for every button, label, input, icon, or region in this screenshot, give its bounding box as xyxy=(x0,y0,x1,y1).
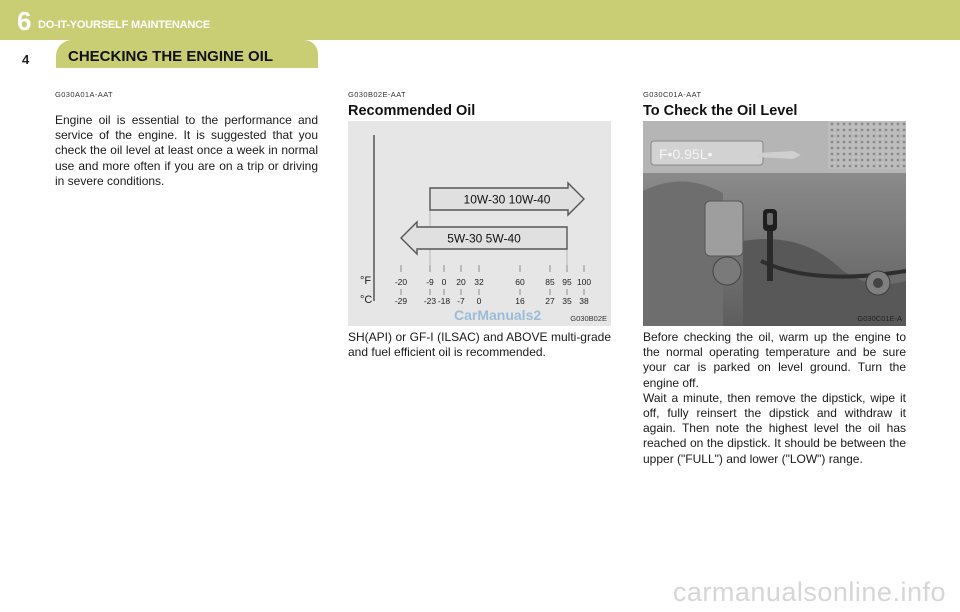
intro-paragraph: Engine oil is essential to the performance and service of the engine. It is suggested that you check the oil level at least once a week in normal use and more often if you are on a trip or driving in severe conditions. xyxy=(55,113,318,188)
fahrenheit-tick-label: -9 xyxy=(426,277,434,287)
fahrenheit-tick-label: 0 xyxy=(441,277,447,287)
oil-level-paragraph-2: Wait a minute, then remove the dipstick, wipe it off, fully reinsert the dipstick and withdraw it again. Then note the highest level the oil has reached on the dipstick. It should be between the upper ("FULL") and lower ("LOW") range. xyxy=(643,390,906,466)
fahrenheit-scale-label: °F xyxy=(360,275,372,287)
oil-viscosity-chart xyxy=(348,121,611,326)
celsius-tick-label: -23 xyxy=(423,296,437,306)
oil-level-heading: To Check the Oil Level xyxy=(643,103,798,119)
engine-pulley xyxy=(713,257,741,285)
intro-code: G030A01A-AAT xyxy=(55,90,114,99)
oil-level-code: G030C01A-AAT xyxy=(643,90,702,99)
dipstick-tube xyxy=(767,231,773,281)
intro-column xyxy=(55,90,318,189)
celsius-tick-label: -29 xyxy=(394,296,408,306)
engine-cap-center xyxy=(873,278,883,288)
chart-watermark: CarManuals2 xyxy=(454,307,542,323)
oil-level-column xyxy=(643,90,906,119)
engine-label-text: F•0.95L• xyxy=(659,146,713,162)
fahrenheit-tick-label: -20 xyxy=(394,277,408,287)
fahrenheit-tick-label: 32 xyxy=(474,277,484,287)
oil-level-text xyxy=(643,330,906,467)
celsius-scale-label: °C xyxy=(360,294,373,306)
chart-figure-code: G030B02E xyxy=(570,314,607,323)
celsius-tick-label: -7 xyxy=(457,296,465,306)
celsius-tick-label: 16 xyxy=(515,296,525,306)
oil-level-paragraph-1: Before checking the oil, warm up the engine to the normal operating temperature and be sure your car is parked on level ground. Turn the engine off. xyxy=(643,330,906,390)
chapter-number: 6 xyxy=(17,6,32,36)
section-title: CHECKING THE ENGINE OIL xyxy=(68,48,274,65)
celsius-tick-label: 38 xyxy=(579,296,589,306)
fahrenheit-tick-label: 20 xyxy=(456,277,466,287)
recommended-oil-column xyxy=(348,90,611,119)
celsius-tick-label: 27 xyxy=(545,296,555,306)
chapter-title: DO-IT-YOURSELF MAINTENANCE xyxy=(38,19,211,31)
recommended-oil-paragraph: SH(API) or GF-I (ILSAC) and ABOVE multi-grade and fuel efficient oil is recommended. xyxy=(348,330,611,360)
fahrenheit-tick-label: 100 xyxy=(576,277,592,287)
engine-illustration xyxy=(643,121,906,326)
engine-bracket xyxy=(705,201,743,256)
fahrenheit-tick-label: 60 xyxy=(515,277,525,287)
oil-viscosity-chart-svg xyxy=(348,121,611,326)
fahrenheit-tick-label: 85 xyxy=(545,277,555,287)
celsius-tick-label: 0 xyxy=(476,296,482,306)
recommended-oil-heading: Recommended Oil xyxy=(348,103,476,119)
recommended-oil-code: G030B02E-AAT xyxy=(348,90,407,99)
celsius-tick-label: -18 xyxy=(437,296,451,306)
page-header xyxy=(0,0,960,68)
photo-figure-code: G030C01E-A xyxy=(857,314,902,323)
fahrenheit-tick-label: 95 xyxy=(562,277,572,287)
dipstick-handle-hole xyxy=(767,213,773,225)
page-number: 4 xyxy=(22,52,30,67)
footer-watermark: carmanualsonline.info xyxy=(672,577,946,607)
engine-photo xyxy=(643,121,906,326)
viscosity-band-label: 10W-30 10W-40 xyxy=(463,192,551,207)
celsius-tick-label: 35 xyxy=(562,296,572,306)
viscosity-band-label: 5W-30 5W-40 xyxy=(447,231,521,246)
air-filter-mesh xyxy=(828,121,906,169)
